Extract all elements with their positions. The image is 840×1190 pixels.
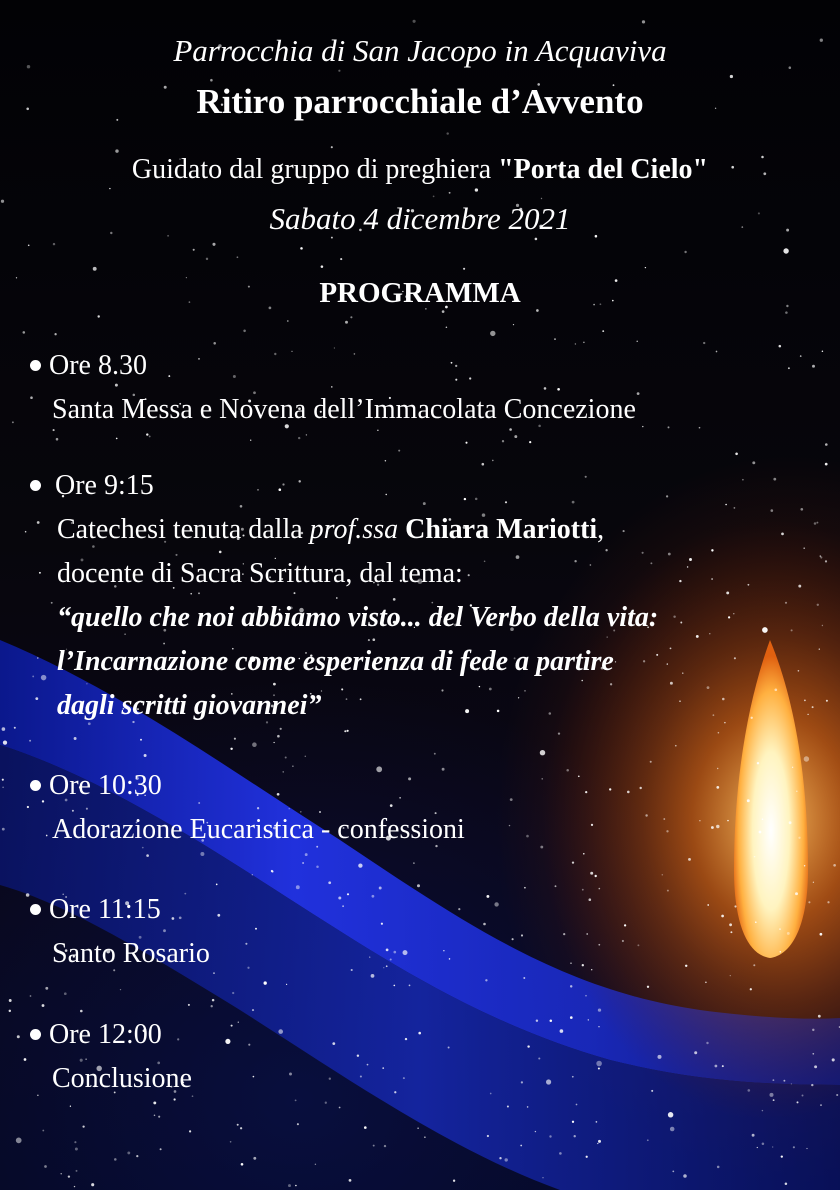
program-heading: PROGRAMMA — [319, 277, 521, 309]
item-time: Ore 12:00 — [49, 1019, 162, 1050]
event-title: Ritiro parrocchiale d’Avvento — [196, 82, 644, 121]
item-time: Ore 8.30 — [49, 350, 147, 381]
speaker-name: Chiara Mariotti — [405, 514, 598, 545]
speaker-title: prof.ssa — [309, 514, 399, 545]
theme-quote-line-3: dagli scritti giovannei” — [57, 690, 322, 721]
bullet-icon — [30, 360, 41, 371]
program-item-4 — [30, 888, 210, 976]
bullet-icon — [30, 1029, 41, 1040]
item-description: Adorazione Eucaristica - confessioni — [52, 814, 465, 845]
parish-name: Parrocchia di San Jacopo in Acquaviva — [173, 33, 667, 68]
guided-by — [0, 154, 840, 186]
theme-quote-line-1: “quello che noi abbiamo visto... del Verbo della vita: — [57, 602, 659, 633]
program-item-2 — [30, 464, 658, 728]
item-description: Santo Rosario — [52, 938, 210, 969]
item-description — [30, 508, 658, 552]
theme-quote-line-2: l’Incarnazione come esperienza di fede a partire — [57, 646, 614, 677]
item-text-suffix: , — [597, 514, 605, 545]
bullet-icon — [30, 780, 41, 791]
event-date: Sabato 4 dicembre 2021 — [269, 201, 571, 236]
bullet-icon — [30, 904, 41, 915]
prayer-group-name: "Porta del Cielo" — [498, 154, 709, 185]
item-text: Catechesi tenuta dalla — [57, 514, 310, 545]
item-time: Ore 11:15 — [49, 894, 161, 925]
bullet-icon — [30, 480, 41, 491]
item-description-line2: docente di Sacra Scrittura, dal tema: — [57, 558, 463, 589]
program-item-5 — [30, 1013, 192, 1101]
item-time: Ore 10:30 — [49, 770, 162, 801]
program-item-3 — [30, 764, 465, 852]
item-description: Conclusione — [52, 1063, 192, 1094]
item-description: Santa Messa e Novena dell’Immacolata Concezione — [52, 394, 636, 425]
item-time: Ore 9:15 — [55, 470, 154, 501]
guided-prefix: Guidato dal gruppo di preghiera — [131, 154, 499, 185]
program-item-1 — [30, 344, 636, 432]
